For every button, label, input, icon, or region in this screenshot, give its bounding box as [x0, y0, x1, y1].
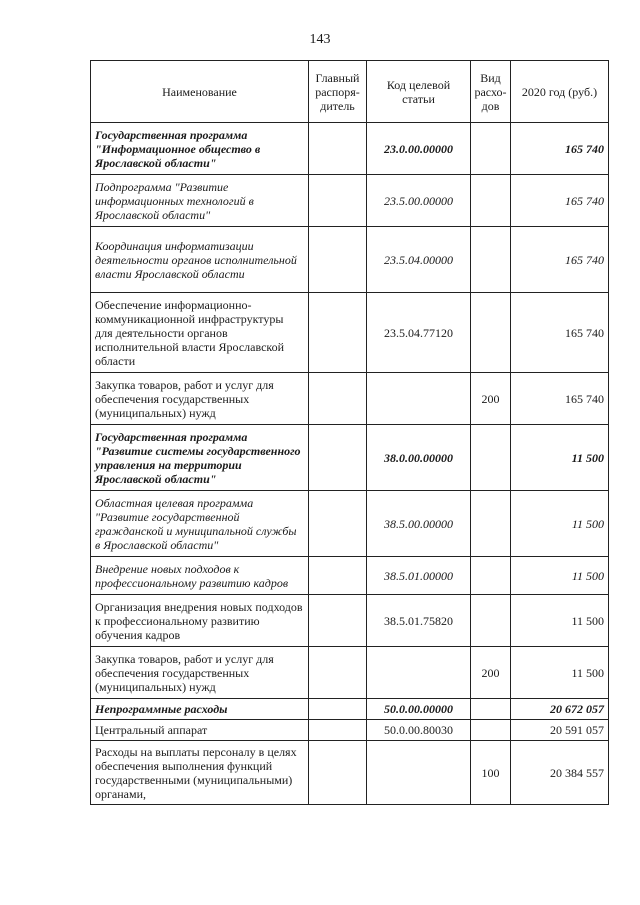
cell-amount: 165 740 — [511, 227, 609, 293]
table-row — [91, 123, 609, 175]
cell-name: Областная целевая программа "Развитие государственной гражданской и муниципальной службы в Ярославской области" — [91, 491, 309, 557]
table-row — [91, 741, 609, 805]
cell-kind — [471, 557, 511, 595]
table-row — [91, 175, 609, 227]
cell-code: 23.5.00.00000 — [367, 175, 471, 227]
cell-kind: 100 — [471, 741, 511, 805]
cell-code — [367, 373, 471, 425]
cell-code: 50.0.00.80030 — [367, 720, 471, 741]
header-kind: Вид расхо-дов — [471, 61, 511, 123]
table-row — [91, 425, 609, 491]
header-admin: Главный распоря-дитель — [309, 61, 367, 123]
table-row — [91, 491, 609, 557]
cell-admin — [309, 373, 367, 425]
cell-name: Закупка товаров, работ и услуг для обеспечения государственных (муниципальных) нужд — [91, 373, 309, 425]
cell-code: 23.5.04.00000 — [367, 227, 471, 293]
cell-code: 38.0.00.00000 — [367, 425, 471, 491]
cell-kind — [471, 123, 511, 175]
cell-amount: 20 672 057 — [511, 699, 609, 720]
cell-kind — [471, 699, 511, 720]
cell-admin — [309, 647, 367, 699]
cell-code: 50.0.00.00000 — [367, 699, 471, 720]
table-row — [91, 595, 609, 647]
cell-code: 23.5.04.77120 — [367, 293, 471, 373]
cell-admin — [309, 123, 367, 175]
cell-code: 38.5.00.00000 — [367, 491, 471, 557]
cell-amount: 11 500 — [511, 647, 609, 699]
table-row — [91, 557, 609, 595]
cell-admin — [309, 175, 367, 227]
cell-admin — [309, 720, 367, 741]
cell-admin — [309, 699, 367, 720]
cell-admin — [309, 491, 367, 557]
table-row — [91, 699, 609, 720]
table-row — [91, 293, 609, 373]
header-amount: 2020 год (руб.) — [511, 61, 609, 123]
cell-name: Внедрение новых подходов к профессиональному развитию кадров — [91, 557, 309, 595]
cell-name: Организация внедрения новых подходов к профессиональному развитию обучения кадров — [91, 595, 309, 647]
budget-table — [90, 60, 609, 805]
cell-name: Центральный аппарат — [91, 720, 309, 741]
cell-name: Расходы на выплаты персоналу в целях обеспечения выполнения функций государственными (муниципальными) органами, — [91, 741, 309, 805]
cell-name: Подпрограмма "Развитие информационных технологий в Ярославской области" — [91, 175, 309, 227]
cell-name: Обеспечение информационно-коммуникационной инфраструктуры для деятельности органов исполнительной власти Ярославской области — [91, 293, 309, 373]
cell-amount: 20 591 057 — [511, 720, 609, 741]
cell-code: 38.5.01.00000 — [367, 557, 471, 595]
page-number: 143 — [309, 32, 331, 47]
cell-kind — [471, 720, 511, 741]
table-row — [91, 227, 609, 293]
cell-code — [367, 741, 471, 805]
header-code: Код целевой статьи — [367, 61, 471, 123]
cell-name: Непрограммные расходы — [91, 699, 309, 720]
cell-kind — [471, 227, 511, 293]
cell-admin — [309, 741, 367, 805]
cell-amount: 11 500 — [511, 491, 609, 557]
cell-admin — [309, 293, 367, 373]
cell-amount: 11 500 — [511, 425, 609, 491]
table-row — [91, 373, 609, 425]
cell-admin — [309, 227, 367, 293]
cell-kind: 200 — [471, 647, 511, 699]
cell-amount: 165 740 — [511, 175, 609, 227]
cell-amount: 20 384 557 — [511, 741, 609, 805]
cell-code: 38.5.01.75820 — [367, 595, 471, 647]
cell-admin — [309, 595, 367, 647]
cell-amount: 165 740 — [511, 123, 609, 175]
cell-kind — [471, 491, 511, 557]
cell-kind — [471, 175, 511, 227]
cell-amount: 11 500 — [511, 595, 609, 647]
cell-name: Государственная программа "Развитие системы государственного управления на территории Ярославской области" — [91, 425, 309, 491]
cell-admin — [309, 557, 367, 595]
cell-amount: 11 500 — [511, 557, 609, 595]
table-body — [91, 123, 609, 805]
cell-kind — [471, 595, 511, 647]
cell-kind — [471, 293, 511, 373]
cell-kind: 200 — [471, 373, 511, 425]
cell-amount: 165 740 — [511, 293, 609, 373]
cell-code: 23.0.00.00000 — [367, 123, 471, 175]
cell-code — [367, 647, 471, 699]
cell-kind — [471, 425, 511, 491]
cell-name: Закупка товаров, работ и услуг для обеспечения государственных (муниципальных) нужд — [91, 647, 309, 699]
cell-name: Государственная программа "Информационное общество в Ярославской области" — [91, 123, 309, 175]
cell-amount: 165 740 — [511, 373, 609, 425]
table-row — [91, 720, 609, 741]
header-name: Наименование — [91, 61, 309, 123]
cell-admin — [309, 425, 367, 491]
table-header-row — [91, 61, 609, 123]
cell-name: Координация информатизации деятельности органов исполнительной власти Ярославской области — [91, 227, 309, 293]
table-row — [91, 647, 609, 699]
